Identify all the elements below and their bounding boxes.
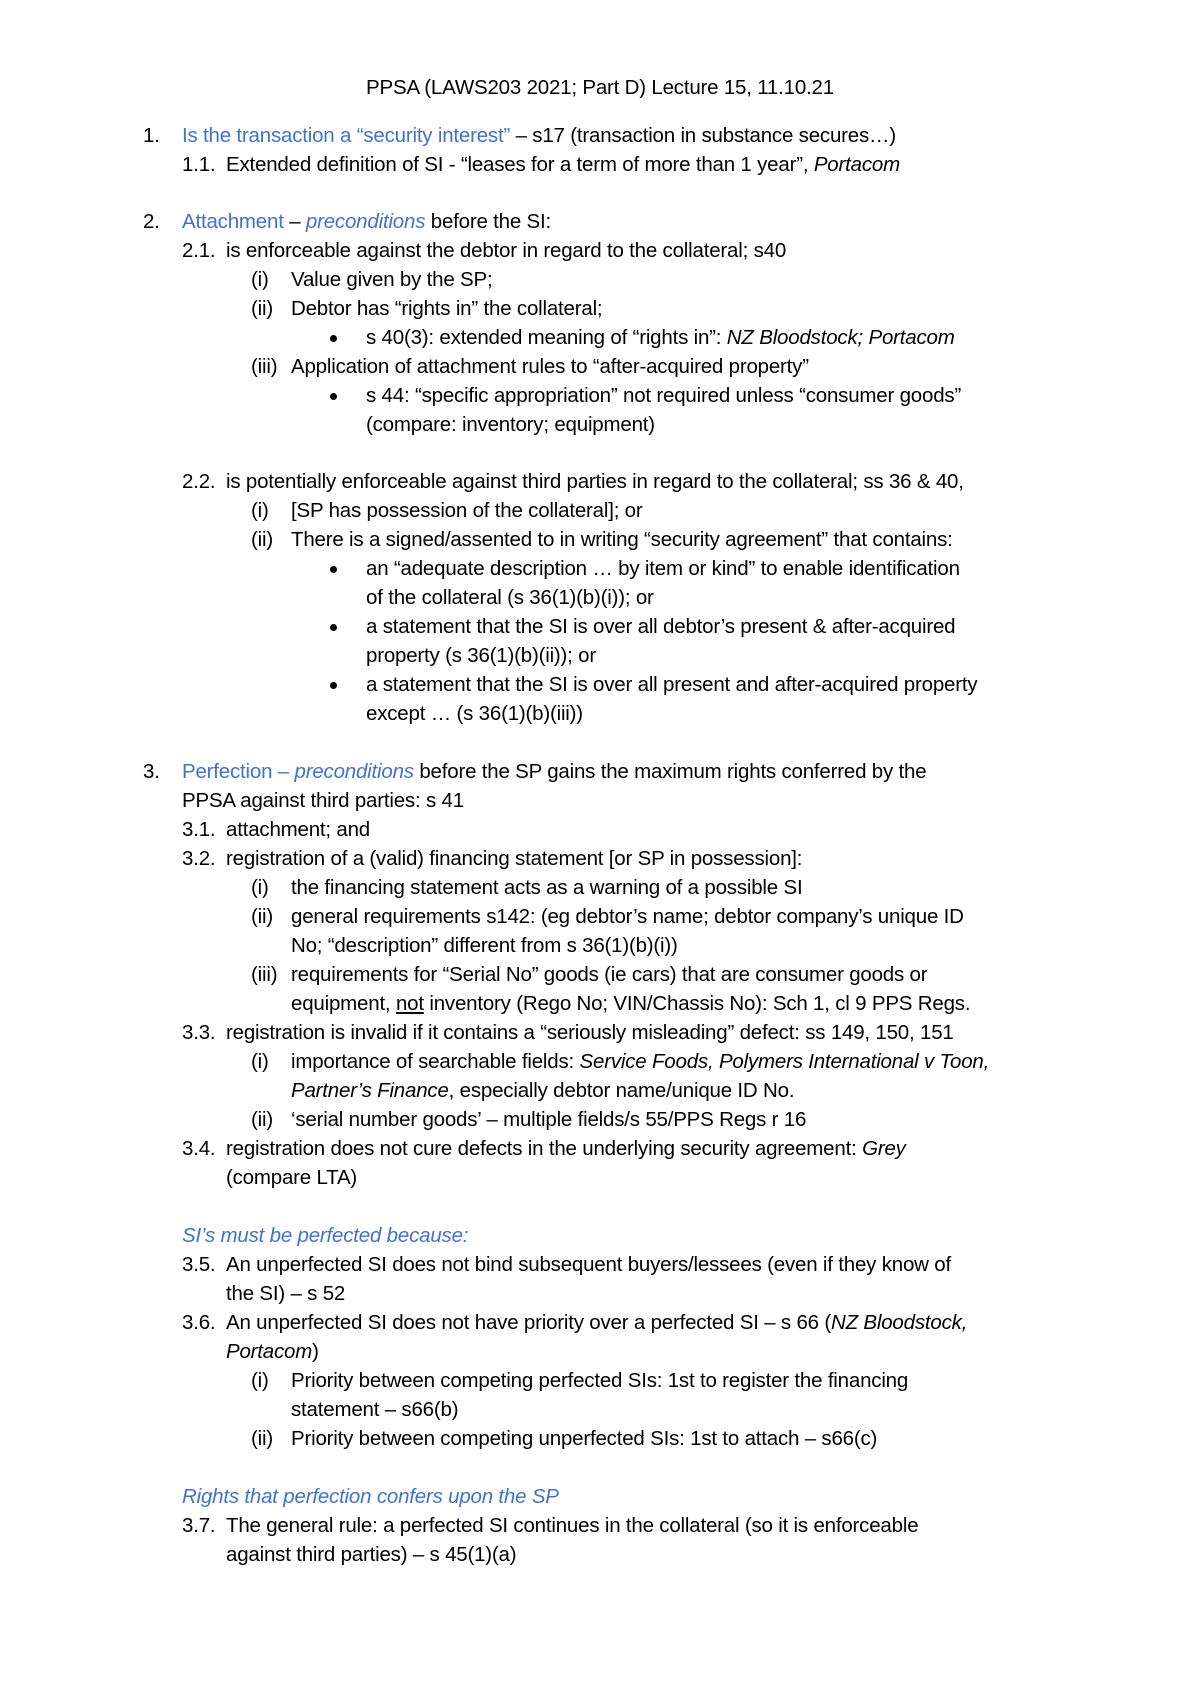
section-3-title: Perfection – — [182, 760, 295, 783]
item-2-1-text: is enforceable against the debtor in regard to the collateral; s40 — [226, 239, 787, 262]
item-3-6-number: 3.6. — [182, 1311, 216, 1334]
section-2-title: Attachment — [182, 210, 284, 233]
item-3-2-iii-cont: equipment, not inventory (Rego No; VIN/Chassis No): Sch 1, cl 9 PPS Regs. — [291, 992, 971, 1015]
item-3-7-text: The general rule: a perfected SI continues in the collateral (so it is enforceable — [226, 1514, 919, 1537]
bullet-item: a statement that the SI is over all debtor’s present & after-acquired — [366, 615, 956, 638]
item-3-2-iii-number: (iii) — [251, 963, 278, 986]
item-3-3-i-text: importance of searchable fields: Service Foods, Polymers International v Toon, — [291, 1050, 990, 1073]
item-3-6-cont: Portacom) — [226, 1340, 319, 1363]
item-3-2-number: 3.2. — [182, 847, 216, 870]
item-3-2-ii-number: (ii) — [251, 905, 273, 928]
item-2-2-number: 2.2. — [182, 470, 216, 493]
page-title: PPSA (LAWS203 2021; Part D) Lecture 15, 11.10.21 — [366, 76, 834, 99]
section-1-title: Is the transaction a “security interest” — [182, 124, 511, 147]
item-3-6-ii-text: Priority between competing unperfected SIs: 1st to attach – s66(c) — [291, 1427, 878, 1450]
item-2-1-i-number: (i) — [251, 268, 269, 291]
item-3-3-number: 3.3. — [182, 1021, 216, 1044]
case-name: Portacom — [813, 153, 900, 176]
bullet-item: s 44: “specific appropriation” not required unless “consumer goods” — [366, 384, 962, 407]
item-2-1-ii-number: (ii) — [251, 297, 273, 320]
bullet-continuation: of the collateral (s 36(1)(b)(i)); or — [366, 586, 654, 609]
item-1-1-text: Extended definition of SI - “leases for a term of more than 1 year”, Portacom — [226, 153, 900, 176]
section-1-rest: – s17 (transaction in substance secures…) — [510, 124, 896, 147]
item-3-6-text: An unperfected SI does not have priority over a perfected SI – s 66 (NZ Bloodstock, — [226, 1311, 968, 1334]
item-3-2-text: registration of a (valid) financing statement [or SP in possession]: — [226, 847, 803, 870]
item-2-1-number: 2.1. — [182, 239, 216, 262]
bullet-item: an “adequate description … by item or kind” to enable identification — [366, 557, 960, 580]
item-1-1-number: 1.1. — [182, 153, 216, 176]
item-3-6-i-text: Priority between competing perfected SIs: 1st to register the financing — [291, 1369, 909, 1392]
item-3-4-number: 3.4. — [182, 1137, 216, 1160]
bullet-continuation: except … (s 36(1)(b)(iii)) — [366, 702, 583, 725]
item-3-3-i-cont: Partner’s Finance, especially debtor name/unique ID No. — [291, 1079, 795, 1102]
bullet-item: a statement that the SI is over all present and after-acquired property — [366, 673, 978, 696]
item-3-6-i-number: (i) — [251, 1369, 269, 1392]
item-3-3-text: registration is invalid if it contains a “seriously misleading” defect: ss 149, 150, 151 — [226, 1021, 954, 1044]
section-1-heading — [182, 126, 896, 147]
section-3-number: 3. — [143, 760, 160, 783]
section-3-heading: Perfection – preconditions before the SP gains the maximum rights conferred by the — [182, 760, 927, 783]
item-3-1-number: 3.1. — [182, 818, 216, 841]
item-3-6-ii-number: (ii) — [251, 1427, 273, 1450]
item-3-5-cont: the SI) – s 52 — [226, 1282, 346, 1305]
item-3-4-cont: (compare LTA) — [226, 1166, 358, 1189]
item-3-2-ii-cont: No; “description” different from s 36(1)(b)(i)) — [291, 934, 678, 957]
item-3-7-number: 3.7. — [182, 1514, 216, 1537]
item-3-3-ii-text: ‘serial number goods’ – multiple fields/s 55/PPS Regs r 16 — [291, 1108, 807, 1131]
item-3-2-ii-text: general requirements s142: (eg debtor’s name; debtor company’s unique ID — [291, 905, 964, 928]
item-2-2-ii-text: There is a signed/assented to in writing “security agreement” that contains: — [291, 528, 953, 551]
section-2-number: 2. — [143, 210, 160, 233]
item-2-2-i-number: (i) — [251, 499, 269, 522]
item-2-1-iii-number: (iii) — [251, 355, 278, 378]
item-3-2-iii-text: requirements for “Serial No” goods (ie cars) that are consumer goods or — [291, 963, 928, 986]
item-2-2-i-text: [SP has possession of the collateral]; or — [291, 499, 643, 522]
item-2-1-iii-text: Application of attachment rules to “after-acquired property” — [291, 355, 809, 378]
section-1-number: 1. — [143, 124, 160, 147]
item-2-1-i-text: Value given by the SP; — [291, 268, 493, 291]
section-2-heading: Attachment – preconditions before the SI: — [182, 210, 552, 233]
subheading-rights: Rights that perfection confers upon the SP — [182, 1485, 559, 1508]
item-3-3-ii-number: (ii) — [251, 1108, 273, 1131]
section-3-heading-cont: PPSA against third parties: s 41 — [182, 789, 464, 812]
item-3-5-number: 3.5. — [182, 1253, 216, 1276]
item-2-1-ii-text: Debtor has “rights in” the collateral; — [291, 297, 603, 320]
item-3-5-text: An unperfected SI does not bind subsequent buyers/lessees (even if they know of — [226, 1253, 951, 1276]
bullet-continuation: property (s 36(1)(b)(ii)); or — [366, 644, 596, 667]
bullet-item: s 40(3): extended meaning of “rights in”: NZ Bloodstock; Portacom — [366, 326, 955, 349]
item-3-2-i-number: (i) — [251, 876, 269, 899]
item-3-6-i-cont: statement – s66(b) — [291, 1398, 459, 1421]
item-3-3-i-number: (i) — [251, 1050, 269, 1073]
subheading-why-perfected: SI’s must be perfected because: — [182, 1224, 469, 1247]
item-2-2-text: is potentially enforceable against third parties in regard to the collateral; ss 36 & 40, — [226, 470, 964, 493]
bullet-continuation: (compare: inventory; equipment) — [366, 413, 655, 436]
item-3-2-i-text: the financing statement acts as a warning of a possible SI — [291, 876, 803, 899]
item-2-2-ii-number: (ii) — [251, 528, 273, 551]
item-3-7-cont: against third parties) – s 45(1)(a) — [226, 1543, 517, 1566]
item-3-4-text: registration does not cure defects in the underlying security agreement: Grey — [226, 1137, 906, 1160]
item-3-1-text: attachment; and — [226, 818, 371, 841]
